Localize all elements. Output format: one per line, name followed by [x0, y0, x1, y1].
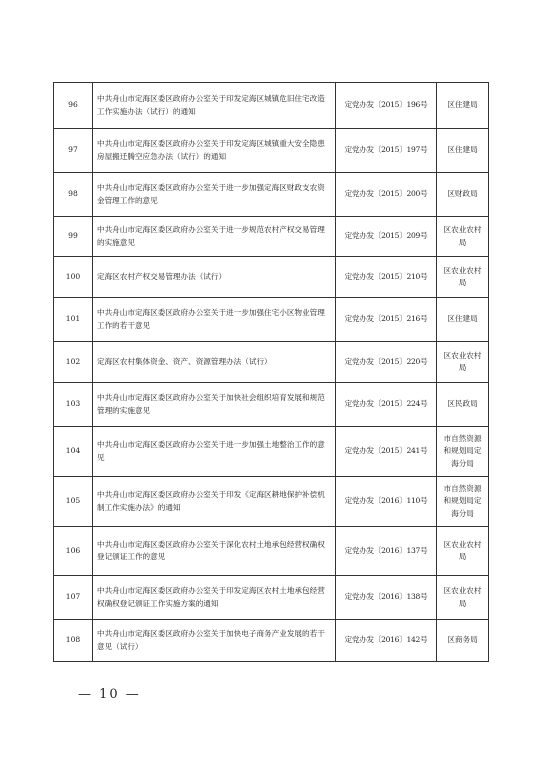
document-code: 定党办发〔2015〕216号	[336, 298, 437, 342]
document-title: 中共舟山市定海区委区政府办公室关于加快社会组织培育发展和规范管理的实施意见	[93, 383, 336, 427]
document-code: 定党办发〔2016〕110号	[336, 477, 437, 527]
document-code: 定党办发〔2015〕196号	[336, 83, 437, 129]
row-number: 103	[54, 383, 93, 427]
responsible-department: 区农业农村局	[437, 257, 489, 298]
row-number: 107	[54, 576, 93, 620]
document-title: 定海区农村产权交易管理办法（试行）	[93, 257, 336, 298]
responsible-department: 区农业农村局	[437, 342, 489, 383]
document-code: 定党办发〔2015〕197号	[336, 129, 437, 173]
responsible-department: 区农业农村局	[437, 217, 489, 257]
document-title: 中共舟山市定海区委区政府办公室关于印发《定海区耕地保护补偿机制工作实施办法》的通知	[93, 477, 336, 527]
responsible-department: 区财政局	[437, 173, 489, 217]
responsible-department: 区住建局	[437, 83, 489, 129]
table-row	[54, 427, 489, 477]
table-row	[54, 342, 489, 383]
document-title: 中共舟山市定海区委区政府办公室关于进一步规范农村产权交易管理的实施意见	[93, 217, 336, 257]
table-row	[54, 217, 489, 257]
responsible-department: 市自然资源和规划局定海分局	[437, 427, 489, 477]
table-row	[54, 257, 489, 298]
table-row	[54, 477, 489, 527]
row-number: 100	[54, 257, 93, 298]
row-number: 102	[54, 342, 93, 383]
table-row	[54, 298, 489, 342]
table-row	[54, 173, 489, 217]
table-row	[54, 129, 489, 173]
document-code: 定党办发〔2015〕241号	[336, 427, 437, 477]
row-number: 101	[54, 298, 93, 342]
table-row	[54, 383, 489, 427]
row-number: 104	[54, 427, 93, 477]
responsible-department: 区农业农村局	[437, 527, 489, 576]
row-number: 99	[54, 217, 93, 257]
document-title: 中共舟山市定海区委区政府办公室关于深化农村土地承包经营权确权登记颁证工作的意见	[93, 527, 336, 576]
table-row	[54, 576, 489, 620]
responsible-department: 区民政局	[437, 383, 489, 427]
row-number: 97	[54, 129, 93, 173]
responsible-department: 区农业农村局	[437, 576, 489, 620]
document-title: 中共舟山市定海区委区政府办公室关于进一步加强住宅小区物业管理工作的若干意见	[93, 298, 336, 342]
responsible-department: 区商务局	[437, 620, 489, 662]
document-code: 定党办发〔2015〕220号	[336, 342, 437, 383]
document-title: 中共舟山市定海区委区政府办公室关于加快电子商务产业发展的若干意见（试行）	[93, 620, 336, 662]
page-number: — 10 —	[78, 687, 141, 702]
policy-document-table	[53, 82, 489, 662]
document-title: 中共舟山市定海区委区政府办公室关于进一步加强土地整治工作的意见	[93, 427, 336, 477]
document-code: 定党办发〔2016〕137号	[336, 527, 437, 576]
document-code: 定党办发〔2015〕224号	[336, 383, 437, 427]
responsible-department: 市自然资源和规划局定海分局	[437, 477, 489, 527]
table-row	[54, 83, 489, 129]
table-row	[54, 620, 489, 662]
row-number: 106	[54, 527, 93, 576]
document-code: 定党办发〔2016〕138号	[336, 576, 437, 620]
document-title: 定海区农村集体资金、资产、资源管理办法（试行）	[93, 342, 336, 383]
document-code: 定党办发〔2015〕200号	[336, 173, 437, 217]
row-number: 108	[54, 620, 93, 662]
document-title: 中共舟山市定海区委区政府办公室关于进一步加强定海区财政支农资金管理工作的意见	[93, 173, 336, 217]
responsible-department: 区住建局	[437, 129, 489, 173]
document-code: 定党办发〔2015〕209号	[336, 217, 437, 257]
document-title: 中共舟山市定海区委区政府办公室关于印发定海区城镇危旧住宅改造工作实施办法（试行）的通知	[93, 83, 336, 129]
document-code: 定党办发〔2015〕210号	[336, 257, 437, 298]
row-number: 98	[54, 173, 93, 217]
row-number: 96	[54, 83, 93, 129]
row-number: 105	[54, 477, 93, 527]
document-code: 定党办发〔2016〕142号	[336, 620, 437, 662]
table-body	[54, 83, 489, 662]
document-title: 中共舟山市定海区委区政府办公室关于印发定海区城镇重大安全隐患房屋搬迁腾空应急办法（试行）的通知	[93, 129, 336, 173]
responsible-department: 区住建局	[437, 298, 489, 342]
document-title: 中共舟山市定海区委区政府办公室关于印发定海区农村土地承包经营权确权登记颁证工作实施方案的通知	[93, 576, 336, 620]
table-row	[54, 527, 489, 576]
